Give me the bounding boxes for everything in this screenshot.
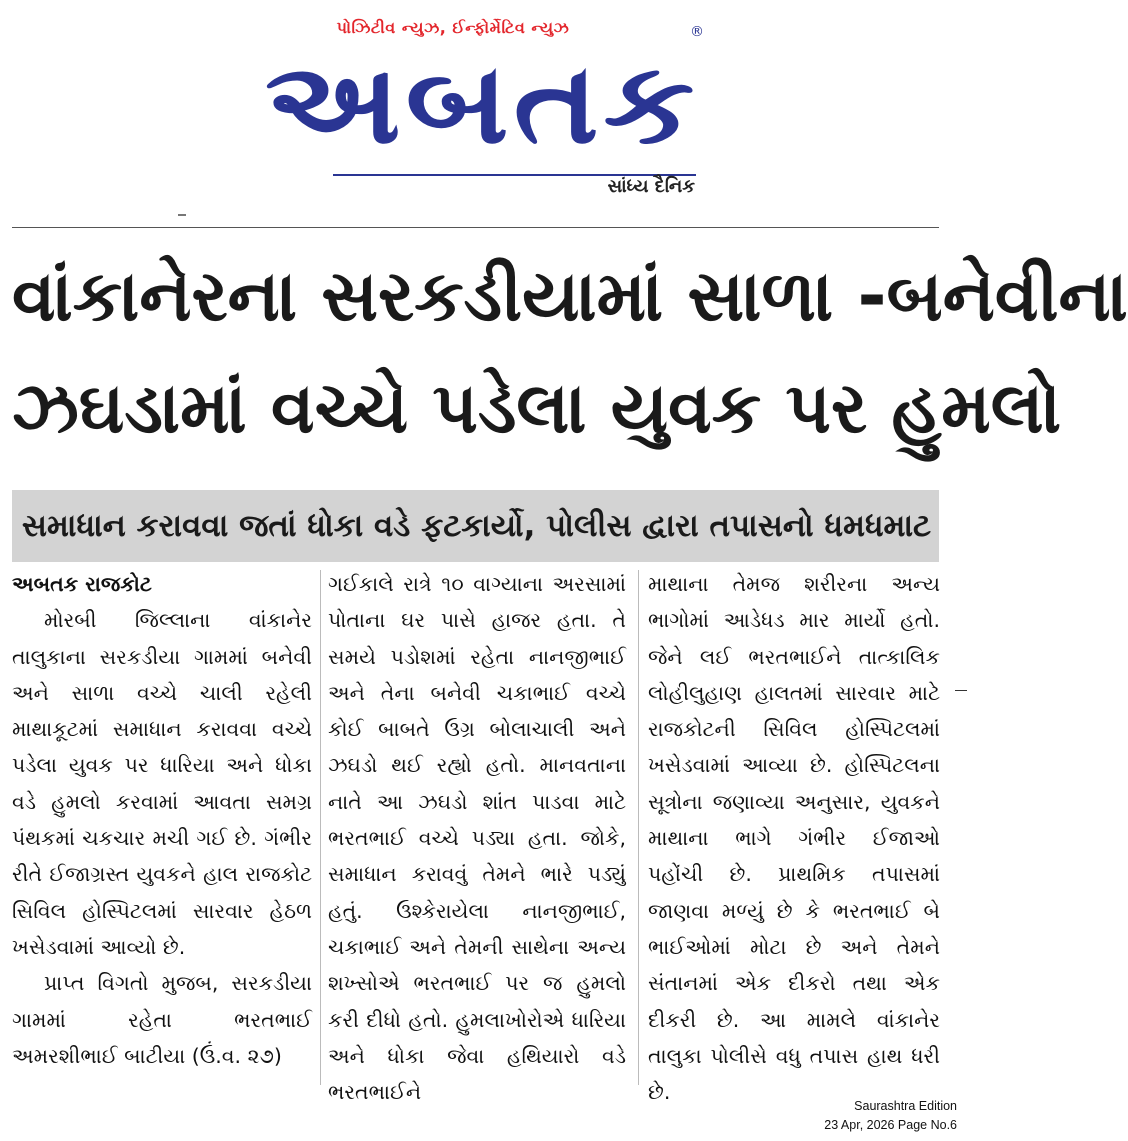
registered-mark: ®: [690, 24, 704, 40]
margin-mark: [955, 690, 967, 691]
paragraph: મોરબી જિલ્લાના વાંકાનેર તાલુકાના સરકડીયા ગામમાં બનેવી અને સાળા વચ્ચે ચાલી રહેલી માથાકૂટમાં સમાધાન કરાવવા વચ્ચે પડેલા યુવક પર ધારિયા અને ધોકા વડે હુમલો કરવામાં આવતા સમગ્ર પંથકમાં ચકચાર મચી ગઈ છે. ગંભીર રીતે ઈજાગ્રસ્ત યુવકને હાલ રાજકોટ સિવિલ હોસ્પિટલમાં સારવાર હેઠળ ખસેડવામાં આવ્યો છે.: [12, 608, 312, 959]
article-column-3: [648, 566, 940, 1110]
edition-name: Saurashtra Edition: [854, 1099, 957, 1113]
column-divider: [638, 570, 639, 1085]
newspaper-logo: અબતક: [264, 39, 700, 169]
masthead-subtitle: સાંધ્ય દૈનિક: [607, 176, 695, 197]
paragraph: માથાના તેમજ શરીરના અન્ય ભાગોમાં આડેધડ માર માર્યો હતો. જેને લઈ ભરતભાઈને તાત્કાલિક લોહીલુહાણ હાલતમાં સારવાર માટે રાજકોટની સિવિલ હોસ્પિટલમાં ખસેડવામાં આવ્યા છે. હોસ્પિટલના સૂત્રોના જણાવ્યા અનુસાર, યુવકને માથાના ભાગે ગંભીર ઈજાઓ પહોંચી છે. પ્રાથમિક તપાસમાં જાણવા મળ્યું છે કે ભરતભાઈ બે ભાઈઓમાં મોટા છે અને તેમને સંતાનમાં એક દીકરો તથા એક દીકરી છે. આ મામલે વાંકાનેર તાલુકા પોલીસે વધુ તપાસ હાથ ધરી છે.: [648, 572, 940, 1105]
paragraph: પ્રાપ્ત વિગતો મુજબ, સરકડીયા ગામમાં રહેતા ભરતભાઈ અમરશીભાઈ બાટીયા (ઉં.વ. ૨૭): [12, 971, 312, 1068]
edition-date-page: 23 Apr, 2026 Page No.6: [824, 1118, 957, 1132]
headline-line-1: વાંકાનેરના સરકડીયામાં સાળા -બનેવીના: [12, 255, 1128, 337]
paragraph: ગઈકાલે રાત્રે ૧૦ વાગ્યાના અરસામાં પોતાના ઘર પાસે હાજર હતા. તે સમયે પડોશમાં રહેતા નાનજીભાઈ અને તેના બનેવી ચકાભાઈ વચ્ચે કોઈ બાબતે ઉગ્ર બોલાચાલી અને ઝઘડો થઈ રહ્યો હતો. માનવતાના નાતે આ ઝઘડો શાંત પાડવા માટે ભરતભાઈ વચ્ચે પડ્યા હતા. જોકે, સમાધાન કરાવવું તેમને ભારે પડ્યું હતું. ઉશ્કેરાયેલા નાનજીભાઈ, ચકાભાઈ અને તેમની સાથેના અન્ય શખ્સોએ ભરતભાઈ પર જ હુમલો કરી દીધો હતો. હુમલાખોરોએ ધારિયા અને ધોકા જેવા હથિયારો વડે ભરતભાઈને: [328, 572, 626, 1105]
masthead: [0, 0, 967, 215]
masthead-tagline: પોઝિટીવ ન્યુઝ, ઈન્ફોર્મેટિવ ન્યુઝ: [336, 18, 570, 37]
decorative-mark: [178, 214, 186, 216]
article-column-2: [328, 566, 626, 1110]
edition-info: [824, 1097, 957, 1135]
article-subheadline: સમાધાન કરાવવા જતાં ધોકા વડે ફટકાર્યો, પોલીસ દ્વારા તપાસનો ધમધમાટ: [21, 508, 932, 544]
article-column-1: [12, 566, 312, 1074]
article-headline: [12, 240, 1128, 464]
column-divider: [320, 570, 321, 1085]
header-divider: [12, 227, 939, 228]
article-dateline: અબતક રાજકોટ: [12, 572, 152, 596]
headline-line-2: ઝઘડામાં વચ્ચે પડેલા યુવક પર હુમલો: [12, 367, 1062, 449]
